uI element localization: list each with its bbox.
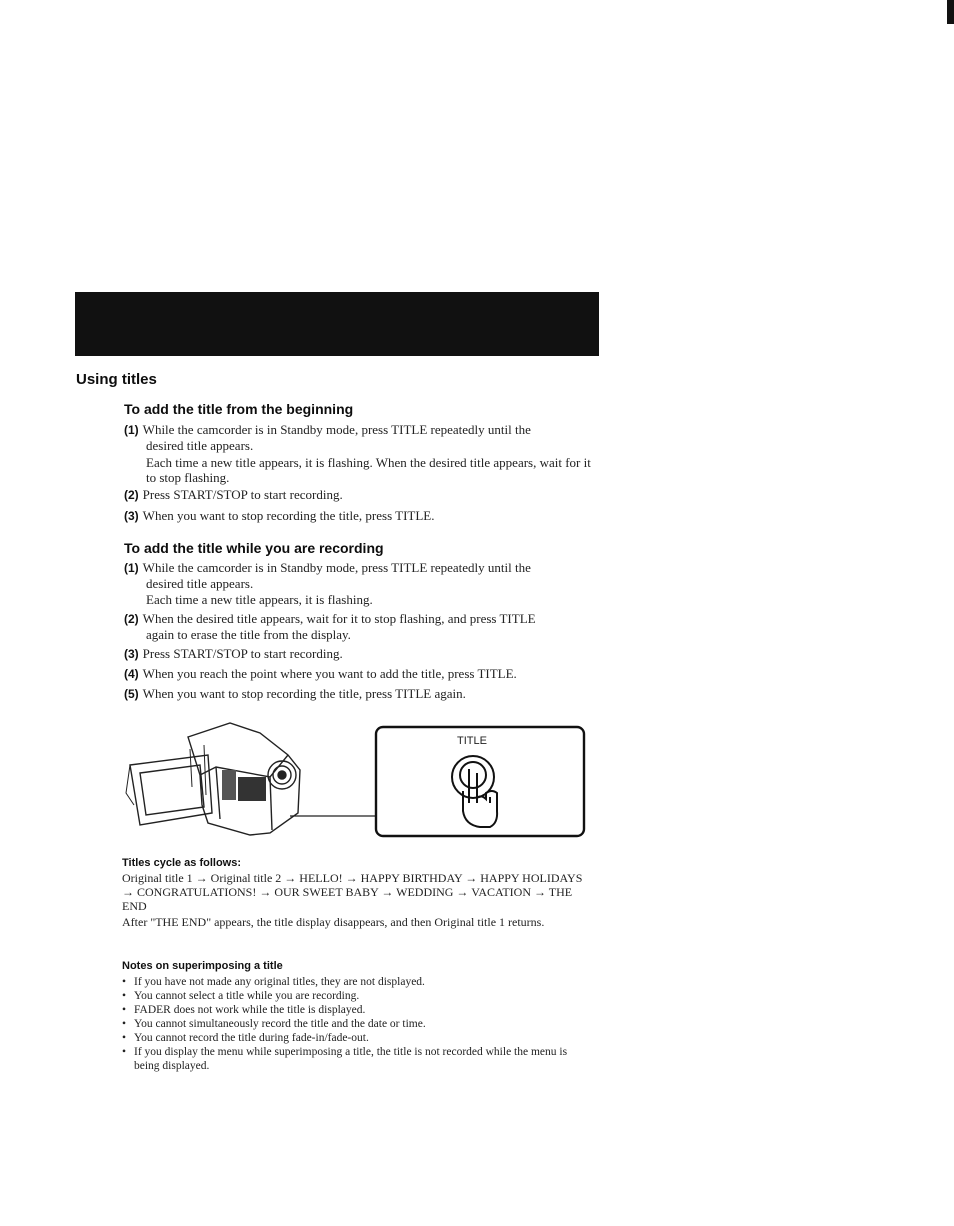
title-button-label: TITLE (457, 735, 487, 747)
step-number: (4) (124, 667, 139, 681)
section-title: Using titles (76, 371, 157, 388)
camcorder-illustration (120, 715, 590, 840)
step-text: When you want to stop recording the title, press TITLE again. (142, 686, 466, 701)
step-note: Each time a new title appears, it is flashing. (146, 592, 373, 607)
step-2-1 (124, 560, 594, 607)
step-text: When the desired title appears, wait for it to stop flashing, and press TITLE (142, 611, 536, 626)
step-2-5 (124, 686, 594, 702)
notes-list (122, 975, 592, 1073)
step-number: (1) (124, 561, 139, 575)
step-text: While the camcorder is in Standby mode, press TITLE repeatedly until the (142, 422, 531, 437)
step-text: When you reach the point where you want to add the title, press TITLE. (142, 666, 517, 681)
list-item: • If you display the menu while superimposing a title, the title is not recorded while the menu is being displayed. (122, 1045, 592, 1073)
step-number: (1) (124, 423, 139, 437)
step-number: (3) (124, 647, 139, 661)
step-text: Press START/STOP to start recording. (142, 646, 343, 661)
hand-pressing-button-icon (452, 756, 497, 827)
page-edge-mark (947, 0, 954, 24)
step-text: When you want to stop recording the title, press TITLE. (142, 508, 435, 523)
heading-from-beginning: To add the title from the beginning (124, 401, 354, 417)
step-text: Press START/STOP to start recording. (142, 487, 343, 502)
step-2-4 (124, 666, 594, 682)
step-text: While the camcorder is in Standby mode, press TITLE repeatedly until the (142, 560, 531, 575)
cycle-heading: Titles cycle as follows: (122, 857, 242, 869)
list-item: • If you have not made any original titles, they are not displayed. (122, 975, 592, 989)
step-2-3 (124, 646, 594, 662)
list-item: • FADER does not work while the title is displayed. (122, 1003, 592, 1017)
camcorder-icon (126, 723, 300, 835)
list-item: • You cannot record the title during fade-in/fade-out. (122, 1031, 592, 1045)
step-text-cont: again to erase the title from the display. (146, 627, 351, 642)
heading-while-recording: To add the title while you are recording (124, 540, 384, 556)
step-number: (3) (124, 509, 139, 523)
step-2-2 (124, 611, 594, 642)
step-1-3 (124, 508, 594, 524)
list-item: • You cannot simultaneously record the title and the date or time. (122, 1017, 592, 1031)
step-number: (2) (124, 612, 139, 626)
step-text-cont: desired title appears. (146, 576, 254, 591)
cycle-after-text: After "THE END" appears, the title display disappears, and then Original title 1 returns. (122, 915, 545, 929)
step-text-cont: desired title appears. (146, 438, 254, 453)
list-item: • You cannot select a title while you are recording. (122, 989, 592, 1003)
header-bar (75, 292, 599, 356)
step-1-2 (124, 487, 594, 503)
step-number: (5) (124, 687, 139, 701)
step-number: (2) (124, 488, 139, 502)
cycle-text: Original title 1 → Original title 2 → HELLO! → HAPPY BIRTHDAY → HAPPY HOLIDAYS → CONGRATULATIONS! → OUR SWEET BABY → WEDDING → VACATION → THE END (122, 871, 583, 913)
step-1-1 (124, 422, 594, 485)
step-note: Each time a new title appears, it is flashing. When the desired title appears, wait for it to stop flashing. (146, 455, 591, 485)
notes-heading: Notes on superimposing a title (122, 960, 283, 972)
